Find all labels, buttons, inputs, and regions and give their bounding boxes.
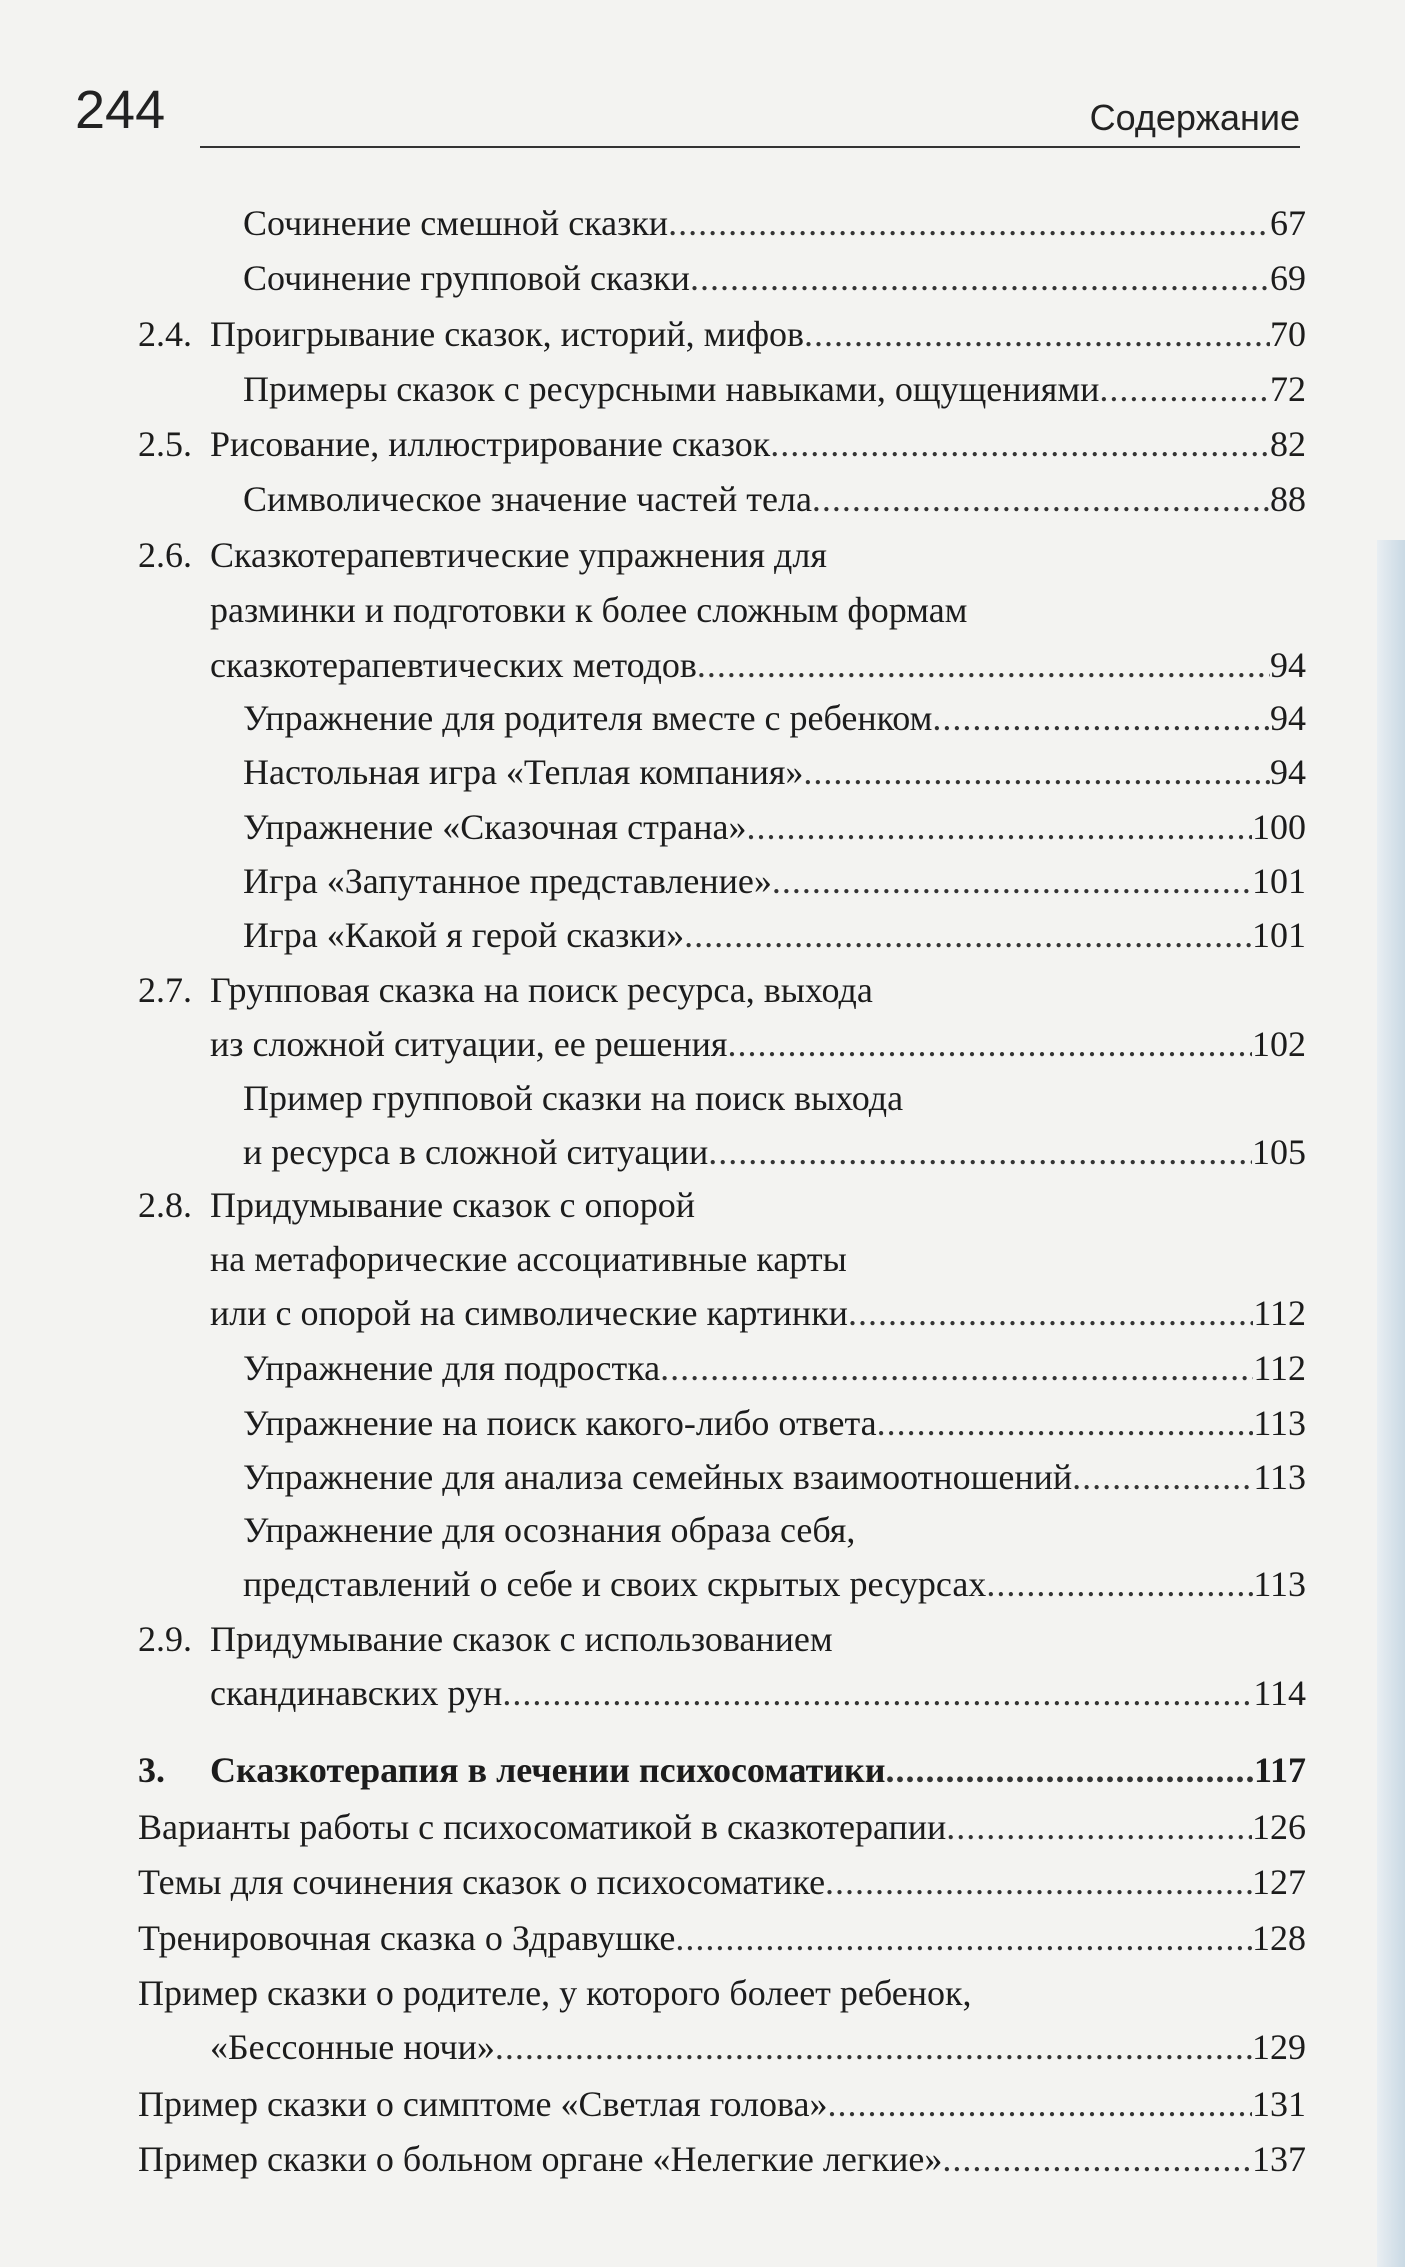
toc-entry-title-line: Пример групповой сказки на поиск выхода [243,1078,904,1118]
toc-entry-title: Настольная игра «Теплая компания» [243,752,804,792]
toc-leader [1099,362,1270,416]
toc-entry-page: 69 [1270,258,1306,298]
toc-entry-title-line: разминки и подготовки к более сложным формам [210,590,968,630]
toc-section-number: 2.6. [138,535,192,575]
toc-entry-title: Упражнение «Сказочная страна» [243,807,747,847]
toc-section-number: 2.9. [138,1619,192,1659]
toc-section-number: 2.8. [138,1185,192,1225]
toc-section-number: 2.4. [138,314,192,354]
toc-leader [772,854,1252,908]
toc-entry-title: Сказкотерапия в лечении психосоматики [210,1750,886,1790]
toc-leader [727,1017,1252,1071]
toc-entry [243,1396,1306,1450]
toc-entry [243,800,1306,854]
toc-leader [1072,1450,1253,1504]
toc-entry-page: 94 [1270,698,1306,738]
toc-leader [812,472,1270,526]
toc-entry-title: Упражнение для родителя вместе с ребенком [243,698,933,738]
toc-entry [243,472,1306,526]
toc-entry [210,2020,1306,2074]
toc-entry-title-line: Сказкотерапевтические упражнения для [210,535,827,575]
toc-entry-title: Пример сказки о симптоме «Светлая голова» [138,2084,828,2124]
toc-entry-title: Сочинение групповой сказки [243,258,690,298]
toc-entry-title: Примеры сказок с ресурсными навыками, ощущениями [243,369,1100,409]
toc-entry-title: сказкотерапевтических методов [210,645,697,685]
toc-leader [708,1125,1252,1179]
toc-entry [138,1855,1306,1909]
toc-section-2-7 [138,963,873,1017]
toc-entry-title: Упражнение на поиск какого-либо ответа [243,1403,877,1443]
toc-leader [668,196,1270,250]
toc-leader [946,1800,1252,1854]
toc-entry-page: 128 [1252,1918,1306,1958]
toc-section-number: 2.5. [138,424,192,464]
toc-entry-title: Варианты работы с психосоматикой в сказкотерапии [138,1807,947,1847]
toc-entry [243,1450,1306,1504]
toc-entry-page: 131 [1252,2084,1306,2124]
toc-entry-page: 88 [1270,479,1306,519]
toc-entry-page: 72 [1270,369,1306,409]
toc-entry-title: Игра «Какой я герой сказки» [243,915,685,955]
toc-entry-page: 117 [1253,1750,1306,1790]
toc-leader [747,800,1253,854]
toc-entry-page: 67 [1270,203,1306,243]
toc-leader [825,1855,1252,1909]
toc-entry [138,2077,1306,2131]
toc-entry-page: 70 [1270,314,1306,354]
running-title: Содержание [1089,97,1300,138]
toc-entry-title: Упражнение для подростка [243,1348,661,1388]
toc-entry-page: 102 [1252,1024,1306,1064]
toc-leader [886,1743,1254,1797]
toc-leader [502,1666,1253,1720]
toc-entry-title: Игра «Запутанное представление» [243,861,772,901]
toc-entry [138,1911,1306,1965]
toc-entry-page: 82 [1270,424,1306,464]
toc-entry-page: 113 [1253,1457,1306,1497]
page-number: 244 [75,80,166,140]
toc-entry [138,1800,1306,1854]
toc-entry [210,1286,1306,1340]
toc-leader [770,417,1270,471]
toc-entry [210,638,1306,692]
toc-section-2-5 [138,417,1306,471]
toc-entry-page: 113 [1253,1564,1306,1604]
toc-entry [243,1557,1306,1611]
toc-leader [697,638,1270,692]
toc-entry-title-line: на метафорические ассоциативные карты [210,1239,847,1279]
toc-leader [675,1911,1252,1965]
toc-leader [803,745,1270,799]
toc-chapter-number: 3. [138,1750,165,1790]
toc-entry-page: 94 [1270,645,1306,685]
toc-entry-page: 101 [1252,915,1306,955]
toc-entry-page: 127 [1252,1862,1306,1902]
toc-section-2-8 [138,1178,695,1232]
toc-leader [942,2132,1252,2186]
toc-leader [848,1286,1253,1340]
toc-entry [243,908,1306,962]
toc-entry-title: Символическое значение частей тела [243,479,812,519]
toc-entry-title: представлений о себе и своих скрытых ресурсах [243,1564,987,1604]
toc-entry-title: Сочинение смешной сказки [243,203,669,243]
toc-entry-page: 126 [1252,1807,1306,1847]
toc-entry [243,854,1306,908]
toc-entry-page: 100 [1252,807,1306,847]
toc-entry-title-line: Придумывание сказок с опорой [210,1185,695,1225]
toc-entry [210,1017,1306,1071]
toc-chapter-3 [138,1743,1306,1797]
toc-entry-title: скандинавских рун [210,1673,503,1713]
toc-section-2-9 [138,1612,833,1666]
toc-entry-title: Упражнение для анализа семейных взаимоотношений [243,1457,1073,1497]
toc-entry-title: Пример сказки о больном органе «Нелегкие легкие» [138,2139,943,2179]
toc-leader [877,1396,1254,1450]
toc-leader [660,1341,1253,1395]
toc-leader [495,2020,1252,2074]
toc-entry [243,1341,1306,1395]
toc-entry-page: 94 [1270,752,1306,792]
toc-leader [804,307,1270,361]
toc-entry-page: 129 [1252,2027,1306,2067]
toc-entry-page: 137 [1252,2139,1306,2179]
toc-entry-page: 105 [1252,1132,1306,1172]
toc-entry-page: 112 [1253,1348,1306,1388]
toc-entry [243,691,1306,745]
toc-entry-page: 114 [1253,1673,1306,1713]
toc-entry-title: Проигрывание сказок, историй, мифов [210,314,805,354]
toc-entry [138,2132,1306,2186]
toc-leader [690,251,1270,305]
toc-section-2-4 [138,307,1306,361]
toc-entry-title: Темы для сочинения сказок о психосоматике [138,1862,826,1902]
toc-section-2-6 [138,528,827,582]
toc-leader [932,691,1270,745]
toc-entry-title: Тренировочная сказка о Здравушке [138,1918,676,1958]
toc-entry [243,745,1306,799]
toc-entry [243,1125,1306,1179]
toc-entry-page: 112 [1253,1293,1306,1333]
toc-entry-page: 101 [1252,861,1306,901]
toc-entry-title: Рисование, иллюстрирование сказок [210,424,771,464]
toc-entry-title: «Бессонные ночи» [210,2027,495,2067]
toc-section-number: 2.7. [138,970,192,1010]
toc-entry-title: и ресурса в сложной ситуации [243,1132,709,1172]
toc-leader [828,2077,1252,2131]
toc-entry-title-line: Групповая сказка на поиск ресурса, выхода [210,970,873,1010]
toc-entry-title-line: Упражнение для осознания образа себя, [243,1510,856,1550]
toc-leader [684,908,1252,962]
toc-entry [243,362,1306,416]
toc-entry [210,1666,1306,1720]
toc-entry-title-line: Пример сказки о родителе, у которого болеет ребенок, [138,1973,972,2013]
toc-entry [243,251,1306,305]
toc-entry-title-line: Придумывание сказок с использованием [210,1619,833,1659]
toc-entry [243,196,1306,250]
toc-entry-title: из сложной ситуации, ее решения [210,1024,728,1064]
toc-leader [986,1557,1253,1611]
toc-entry-page: 113 [1253,1403,1306,1443]
toc-entry-title: или с опорой на символические картинки [210,1293,848,1333]
